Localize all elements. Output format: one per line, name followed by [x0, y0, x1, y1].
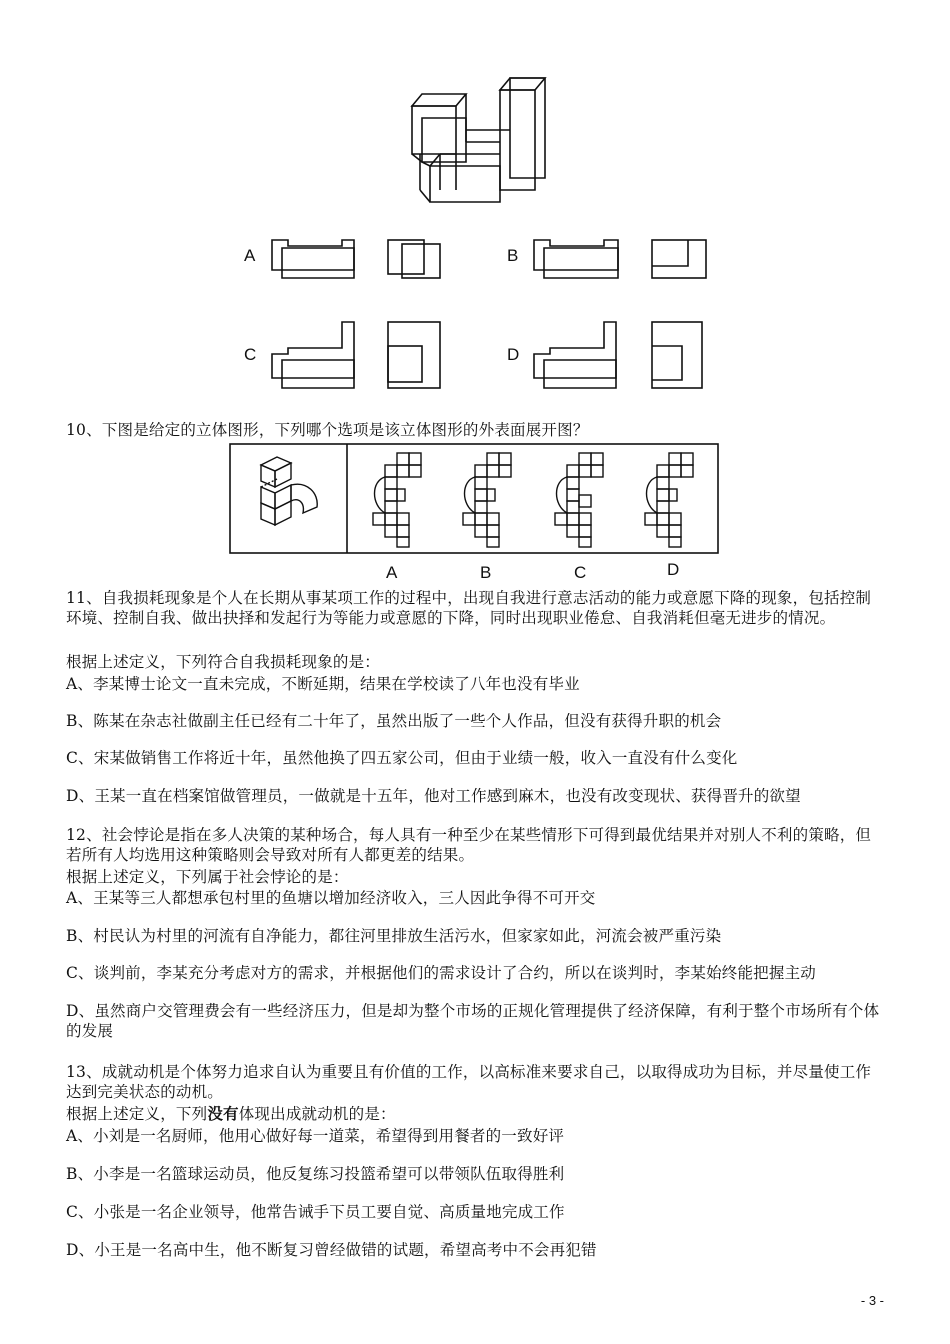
q13-choice-a[interactable]: A、小刘是一名厨师，他用心做好每一道菜，希望得到用餐者的一致好评 [66, 1127, 565, 1145]
q9-option-b-views[interactable] [530, 236, 710, 282]
q13-prompt-emphasis: 没有 [207, 1104, 239, 1123]
q10-given-solid [261, 457, 317, 525]
q10-option-d[interactable]: D [667, 560, 680, 579]
q9-option-c-views[interactable] [268, 318, 448, 392]
q12-stem: 12、社会悖论是指在多人决策的某种场合，每人具有一种至少在某些情形下可得到最优结果并对别人不利的策略，但若所有人均选用这种策略则会导致对所有人都更差的结果。 [66, 826, 872, 864]
q9-option-d-views[interactable] [530, 318, 710, 392]
q9-option-a-views[interactable] [268, 236, 448, 282]
q12-choice-a[interactable]: A、王某等三人都想承包村里的鱼塘以增加经济收入，三人因此争得不可开交 [66, 889, 596, 907]
q12-prompt: 根据上述定义，下列属于社会悖论的是： [66, 868, 349, 886]
page-number: - 3 - [860, 1293, 884, 1308]
q11-stem: 11、自我损耗现象是个人在长期从事某项工作的过程中，出现自我进行意志活动的能力或意愿下降的现象，包括控制环境、控制自我、做出抉择和发起行为等能力或意愿的下降，同时出现职业倦怠、自我消耗但毫无进步的情况。 [66, 589, 872, 627]
q9-solid-figure [400, 70, 560, 210]
q10-net-c [555, 453, 603, 547]
q11-prompt: 根据上述定义，下列符合自我损耗现象的是： [66, 653, 381, 671]
q9-option-c-label[interactable]: C [244, 345, 257, 364]
q12-choice-c[interactable]: C、谈判前，李某充分考虑对方的需求，并根据他们的需求设计了合约，所以在谈判时，李某始终能把握主动 [66, 964, 816, 982]
q13-prompt-pre: 根据上述定义，下列 [66, 1105, 208, 1123]
q10-net-b [463, 453, 511, 547]
q10-stem: 10、下图是给定的立体图形，下列哪个选项是该立体图形的外表面展开图？ [66, 421, 589, 439]
q9-option-b-label[interactable]: B [507, 246, 519, 265]
q10-net-d [645, 453, 693, 547]
q10-figure-box [229, 443, 719, 555]
q13-choice-d[interactable]: D、小王是一名高中生，他不断复习曾经做错的试题，希望高考中不会再犯错 [66, 1241, 597, 1259]
q11-choice-d[interactable]: D、王某一直在档案馆做管理员，一做就是十五年，他对工作感到麻木，也没有改变现状、获得晋升的欲望 [66, 787, 801, 805]
q13-stem: 13、成就动机是个体努力追求自认为重要且有价值的工作，以高标准来要求自己，以取得成功为目标，并尽量使工作达到完美状态的动机。 [66, 1063, 872, 1101]
q9-option-a-label[interactable]: A [244, 246, 256, 265]
q10-option-a[interactable]: A [386, 563, 398, 582]
q11-choice-b[interactable]: B、陈某在杂志社做副主任已经有二十年了，虽然出版了一些个人作品，但没有获得升职的机会 [66, 712, 722, 730]
q13-choice-b[interactable]: B、小李是一名篮球运动员，他反复练习投篮希望可以带领队伍取得胜利 [66, 1165, 565, 1183]
q12-choice-d[interactable]: D、虽然商户交管理费会有一些经济压力，但是却为整个市场的正规化管理提供了经济保障，有利于整个市场所有个体的发展 [66, 1002, 880, 1040]
q13-prompt [66, 1104, 396, 1124]
q9-option-d-label[interactable]: D [507, 345, 520, 364]
q10-option-c[interactable]: C [574, 563, 587, 582]
q10-net-a [373, 453, 421, 547]
q13-choice-c[interactable]: C、小张是一名企业领导，他常告诫手下员工要自觉、高质量地完成工作 [66, 1203, 565, 1221]
q11-choice-a[interactable]: A、李某博士论文一直未完成，不断延期，结果在学校读了八年也没有毕业 [66, 675, 580, 693]
q13-prompt-post: 体现出成就动机的是： [238, 1105, 396, 1123]
q11-choice-c[interactable]: C、宋某做销售工作将近十年，虽然他换了四五家公司，但由于业绩一般，收入一直没有什么变化 [66, 749, 738, 767]
q10-option-b[interactable]: B [480, 563, 492, 582]
q12-choice-b[interactable]: B、村民认为村里的河流有自净能力，都往河里排放生活污水，但家家如此，河流会被严重污染 [66, 927, 722, 945]
